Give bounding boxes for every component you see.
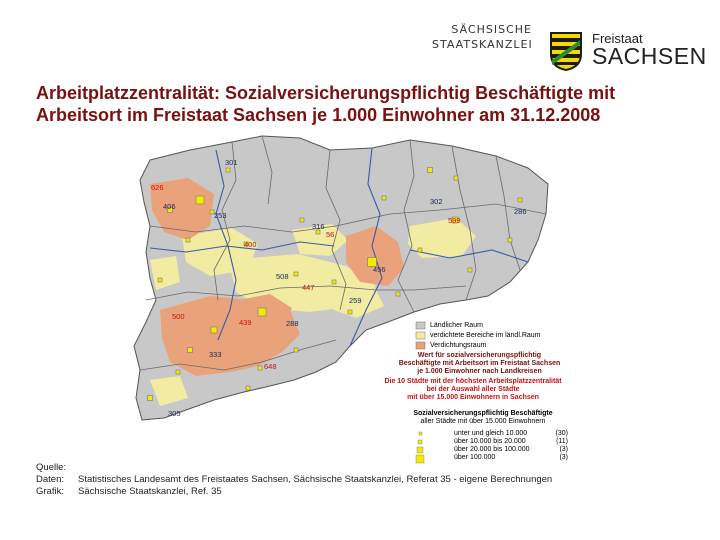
legend-size-heading	[398, 410, 568, 426]
footer-source-row	[36, 462, 552, 474]
town-marker	[428, 168, 433, 173]
district-value-label: 500	[172, 312, 185, 321]
legend-marker-m	[417, 447, 423, 453]
district-value-label: 648	[264, 362, 277, 371]
town-marker	[258, 366, 262, 370]
town-marker	[258, 308, 266, 316]
town-marker	[300, 218, 304, 222]
town-marker	[418, 248, 422, 252]
district-value-label: 439	[239, 318, 252, 327]
town-marker	[382, 196, 386, 200]
legend-label-agglomeration: Verdichtungsraum	[430, 342, 487, 349]
district-value-label: 508	[276, 272, 289, 281]
size-heading-2: aller Städte mit über 15.000 Einwohnern	[420, 418, 546, 425]
town-marker	[508, 238, 512, 242]
legend-label-dense-rural: verdichtete Bereiche im ländl.Raum	[430, 332, 541, 339]
size-count: (30)	[555, 430, 568, 437]
size-label: über 100.000	[454, 454, 496, 461]
footer-data-row	[36, 474, 552, 486]
district-value-label: 305	[168, 409, 181, 418]
district-value-label: 400	[244, 240, 257, 249]
district-value-label: 56	[326, 230, 335, 239]
footer-source-label: Quelle:	[36, 462, 67, 473]
size-count: (3)	[559, 446, 568, 453]
source-footer	[36, 462, 552, 498]
top10-note-1: Die 10 Städte mit der höchsten Arbeitsplatzzentralität	[384, 378, 562, 385]
town-marker	[294, 272, 298, 276]
footer-graphic-value: Sächsische Staatskanzlei, Ref. 35	[78, 486, 222, 497]
town-marker	[294, 348, 298, 352]
footer-graphic-label: Grafik:	[36, 486, 64, 497]
town-marker	[348, 310, 352, 314]
value-note-2: Beschäftigte mit Arbeitsort im Freistaat Sachsen	[398, 360, 561, 367]
town-marker	[518, 198, 522, 202]
district-value-label: 301	[225, 158, 238, 167]
title-line2: Arbeitsort im Freistaat Sachsen je 1.000 Einwohner am 31.12.2008	[36, 105, 601, 125]
value-note-1: Wert für sozialversicherungspflichtig	[417, 352, 542, 359]
legend-marker-s	[418, 440, 422, 444]
town-marker	[158, 278, 162, 282]
ministry-line2: STAATSKANZLEI	[432, 38, 533, 51]
size-label: über 10.000 bis 20.000	[454, 438, 526, 445]
town-marker	[176, 370, 180, 374]
size-label: unter und gleich 10.000	[454, 430, 528, 437]
top10-note-2: bei der Auswahl aller Städte	[426, 386, 520, 393]
ministry-line1: SÄCHSISCHE	[451, 23, 532, 36]
town-marker	[226, 168, 230, 172]
district-value-label: 253	[214, 211, 227, 220]
footer-graphic-row	[36, 486, 552, 498]
legend-value-note	[392, 352, 567, 376]
title-line1: Arbeitplatzzentralität: Sozialversicherungspflichtig Beschäftigte mit	[36, 83, 616, 103]
town-marker	[468, 268, 472, 272]
district-value-label: 626	[151, 183, 164, 192]
size-heading-1: Sozialversicherungspflichtig Beschäftigte	[413, 410, 553, 417]
district-value-label: 333	[209, 350, 222, 359]
legend-size-row	[454, 430, 568, 438]
top10-note-3: mit über 15.000 Einwohnern in Sachsen	[407, 394, 539, 401]
town-marker	[454, 176, 458, 180]
district-value-label: 302	[430, 197, 443, 206]
district-value-label: 456	[373, 265, 386, 274]
town-marker	[148, 396, 153, 401]
town-marker	[188, 348, 193, 353]
size-count: (3)	[559, 454, 568, 461]
legend-label-rural: Ländlicher Raum	[430, 322, 483, 329]
district-value-label: 259	[349, 296, 362, 305]
town-marker	[211, 327, 217, 333]
value-note-3: je 1.000 Einwohner nach Landkreisen	[417, 368, 542, 375]
district-value-label: 599	[448, 216, 461, 225]
legend-size-list	[454, 430, 568, 462]
town-marker	[396, 292, 400, 296]
district-value-label: 406	[163, 202, 176, 211]
legend-size-row	[454, 446, 568, 454]
town-marker	[332, 280, 336, 284]
town-marker	[246, 386, 250, 390]
size-label: über 20.000 bis 100.000	[454, 446, 530, 453]
size-count: (11)	[556, 438, 568, 445]
brand-small: Freistaat	[592, 31, 643, 46]
legend-size-row	[454, 438, 568, 446]
district-value-label: 288	[286, 319, 299, 328]
town-marker	[186, 238, 190, 242]
legend-marker-xs	[419, 432, 422, 435]
legend-swatch-dense-rural	[416, 332, 425, 339]
brand-big: SACHSEN	[592, 43, 707, 69]
footer-data-value: Statistisches Landesamt des Freistaates Sachsen, Sächsische Staatskanzlei, Referat 35 - eigene Berechnungen	[78, 474, 553, 485]
town-marker	[196, 196, 204, 204]
legend-swatch-rural	[416, 322, 425, 329]
legend-top10-note	[378, 378, 568, 402]
district-value-label: 316	[312, 222, 325, 231]
district-value-label: 286	[514, 207, 527, 216]
legend-size-row	[454, 454, 568, 462]
legend-swatch-agglomeration	[416, 342, 425, 349]
district-value-label: 447	[302, 283, 315, 292]
footer-data-label: Daten:	[36, 474, 64, 485]
